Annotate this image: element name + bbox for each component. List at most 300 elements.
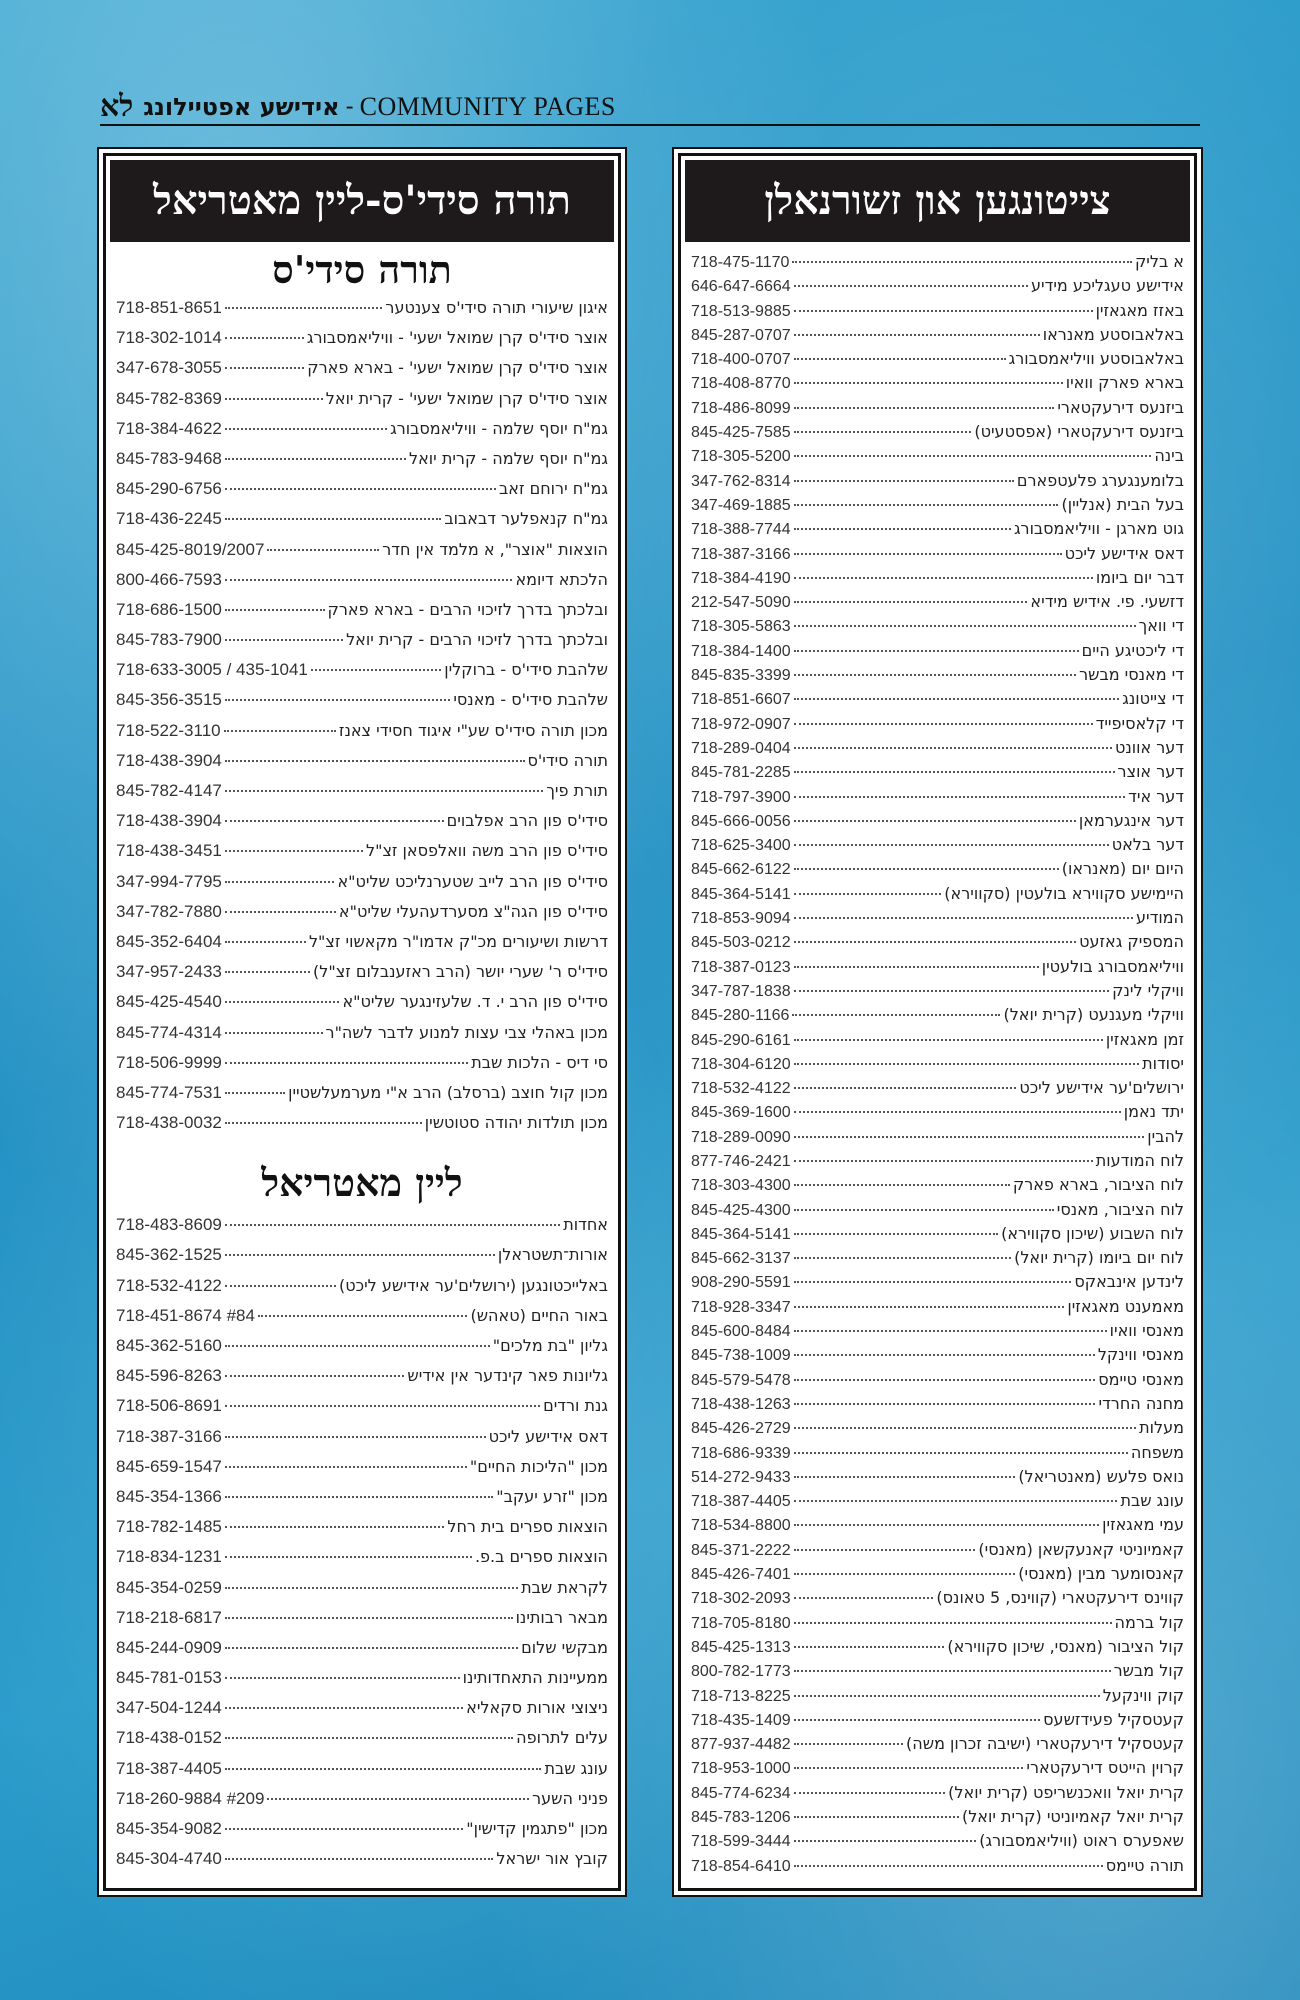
dot-leader [267, 549, 379, 551]
list-item [691, 495, 1184, 519]
entry-phone: 718-686-1500 [116, 599, 222, 619]
entry-name: סידי'ס פון הרב אפלבוים [446, 811, 608, 831]
entry-phone: 845-426-2729 [691, 1420, 791, 1438]
entry-name: הוצאות ספרים ב.פ. [474, 1547, 608, 1567]
entry-phone: 845-503-0212 [691, 934, 791, 952]
entry-name: גמ"ח ירוחם זאב [499, 479, 608, 499]
entry-phone: 718-972-0907 [691, 715, 791, 733]
dot-leader [794, 1063, 1139, 1065]
entry-name: דאס אידישע ליכט [488, 1426, 608, 1446]
entry-phone: 845-362-1525 [116, 1245, 222, 1265]
list-item [691, 616, 1184, 640]
list-item [691, 1321, 1184, 1345]
entry-phone: 718-387-3166 [116, 1426, 222, 1446]
entry-phone: 845-280-1166 [691, 1007, 790, 1025]
dot-leader [225, 1345, 490, 1347]
entry-name: תורת פיך [546, 781, 608, 800]
entry-phone: 514-272-9433 [691, 1468, 791, 1486]
dot-leader [794, 480, 1014, 482]
entry-phone: 718-506-9999 [116, 1052, 222, 1072]
entry-name: עונג שבת [544, 1758, 608, 1778]
entry-phone: 845-290-6161 [691, 1031, 791, 1049]
dot-leader [258, 1315, 468, 1317]
dot-leader [794, 747, 1112, 749]
list-item [116, 419, 608, 449]
entry-name: ניצוצי אורות סקאליא [466, 1698, 608, 1718]
entry-phone: 718-513-9885 [691, 302, 791, 320]
entry-phone: 845-352-6404 [116, 931, 222, 951]
entry-name: לוח יום ביומו (קרית יואל) [1014, 1248, 1184, 1268]
dot-leader [794, 820, 1076, 822]
list-item [116, 1245, 608, 1275]
entry-phone: 718-302-1014 [116, 328, 222, 348]
entry-name: עלים לתרופה [516, 1728, 608, 1748]
list-item [691, 422, 1184, 446]
entry-name: נואס פלעש (מאנטריאל) [1018, 1466, 1184, 1486]
entry-name: הוצאות "אוצר", א מלמד אין חדר [382, 539, 608, 559]
list-item [116, 841, 608, 871]
entry-name: סי דיס - הלכות שבת [471, 1052, 608, 1072]
entry-phone: 718-305-5863 [691, 618, 791, 636]
entry-phone: 908-290-5591 [691, 1274, 791, 1292]
entry-name: מאמענט מאגאזין [1067, 1296, 1184, 1316]
entry-phone: 347-678-3055 [116, 358, 222, 378]
entry-name: קעטסקיל דירעקטארי (ישיבה זכרון משה) [906, 1734, 1184, 1754]
page-header [100, 88, 1200, 126]
list-item [116, 479, 608, 509]
entry-phone: 845-369-1600 [691, 1104, 791, 1122]
list-item [691, 592, 1184, 616]
dot-leader [225, 1032, 323, 1034]
list-item [691, 1637, 1184, 1661]
entry-phone: 845-596-8263 [116, 1366, 222, 1386]
entry-phone: 800-466-7593 [116, 569, 222, 589]
dot-leader [225, 307, 383, 309]
entry-name: דבר יום ביומו [1095, 567, 1184, 587]
list-item [691, 1102, 1184, 1126]
dot-leader [794, 1840, 977, 1842]
list-item [116, 298, 608, 328]
list-item [691, 714, 1184, 738]
list-item [116, 1457, 608, 1487]
list-item [691, 252, 1184, 276]
list-item [116, 690, 608, 720]
list-item [691, 762, 1184, 786]
entry-name: די צייטונג [1122, 689, 1184, 709]
entry-phone: 845-244-0909 [116, 1637, 222, 1657]
entry-name: להבין [1147, 1126, 1184, 1146]
entry-phone: 718-534-8800 [691, 1517, 791, 1535]
entry-name: מאנסי וואיו [1109, 1321, 1184, 1341]
dot-leader [794, 1160, 1093, 1162]
entry-phone: 718-854-6410 [691, 1857, 791, 1875]
list-item [691, 1418, 1184, 1442]
list-item [116, 902, 608, 932]
entry-name: סידי'ס פון הרב לייב שטערנליכט שליט"א [337, 871, 608, 891]
header-separator: - [345, 93, 354, 120]
list-item [116, 1578, 608, 1608]
entry-name: די מאנסי מבשר [1079, 665, 1184, 685]
dot-leader [794, 1767, 1024, 1769]
dot-leader [225, 1405, 540, 1407]
entry-phone: 845-781-0153 [116, 1668, 222, 1688]
dot-leader [794, 1427, 1137, 1429]
entry-name: באור החיים (טאהש) [470, 1305, 608, 1325]
list-item [691, 1345, 1184, 1369]
entry-phone: 347-504-1244 [116, 1698, 222, 1718]
entry-phone: 800-782-1773 [691, 1663, 791, 1681]
dot-leader [794, 941, 1076, 943]
entry-phone: 718-218-6817 [116, 1607, 222, 1627]
list-item [691, 1564, 1184, 1588]
dot-leader [794, 1087, 1017, 1089]
list-item [691, 544, 1184, 568]
entry-phone: 718-486-8099 [691, 399, 791, 417]
entry-name: די וואך [1138, 616, 1184, 636]
entry-name: גוט מארגן - וויליאמסבורג [1013, 519, 1184, 539]
panel-title: תורה סידי'ס-ליין מאטריאל [110, 160, 614, 242]
list-item [116, 1547, 608, 1577]
entry-name: ובלכתך בדרך לזיכוי הרבים - קרית יואל [346, 630, 608, 650]
list-item [691, 446, 1184, 470]
dot-leader [794, 1330, 1107, 1332]
entry-phone: 718-599-3444 [691, 1833, 791, 1851]
list-item [691, 1297, 1184, 1321]
entry-phone: 718-289-0090 [691, 1128, 791, 1146]
list-item [691, 1588, 1184, 1612]
list-item [691, 811, 1184, 835]
entry-phone: 845-290-6756 [116, 479, 222, 499]
dot-leader [225, 1122, 422, 1124]
dot-leader [794, 1597, 934, 1599]
dot-leader [225, 1707, 463, 1709]
entry-name: היום יום (מאנראו) [1061, 859, 1184, 879]
dot-leader [794, 358, 1006, 360]
entry-phone: 845-371-2222 [691, 1541, 791, 1559]
dot-leader [794, 407, 1055, 409]
entry-name: קול הציבור (מאנסי, שיכון סקווירא) [947, 1636, 1184, 1656]
dot-leader [794, 504, 1059, 506]
panel-title: צייטונגען און זשורנאלן [685, 160, 1190, 242]
entry-phone: 845-659-1547 [116, 1456, 222, 1476]
dot-leader [225, 428, 387, 430]
newspapers-list [681, 252, 1194, 1880]
list-item [116, 1759, 608, 1789]
entry-phone: 718-532-4122 [116, 1275, 222, 1295]
entry-name: מכון "זרע יעקב" [496, 1486, 608, 1506]
entry-name: גנת ורדים [543, 1396, 608, 1416]
entry-phone: 718-851-6607 [691, 691, 791, 709]
list-item [116, 1215, 608, 1245]
dot-leader [794, 1865, 1103, 1867]
dot-leader [794, 285, 1028, 287]
entry-name: קרית יואל וואכנשריפט (קרית יואל) [948, 1782, 1184, 1802]
entry-name: באזז מאגאזין [1095, 300, 1184, 320]
list-item [116, 1517, 608, 1547]
section-heading-torah-cds: תורה סידי'ס [272, 247, 452, 292]
list-item [691, 1151, 1184, 1175]
entry-name: דער אינגערמאן [1078, 810, 1184, 830]
entry-phone: 845-579-5478 [691, 1371, 791, 1389]
entry-name: מכון תורה סידי'ס שע"י איגוד חסידי צאנז [338, 720, 608, 740]
newspapers-panel [678, 153, 1197, 1891]
entry-phone: 718-302-2093 [691, 1590, 791, 1608]
list-item [691, 1127, 1184, 1151]
dot-leader [794, 1719, 1041, 1721]
entry-phone: 845-287-0707 [691, 326, 791, 344]
dot-leader [794, 1549, 976, 1551]
entry-name: סידי'ס ר' שערי יושר (הרב ראזענבלום זצ"ל) [313, 962, 608, 982]
entry-phone: 845-783-1206 [691, 1809, 791, 1826]
entry-name: הוצאות ספרים בית רחל [447, 1517, 608, 1537]
dot-leader [794, 334, 1040, 336]
entry-name: הלכתא דיומא [515, 569, 608, 589]
list-item [691, 1807, 1184, 1831]
entry-name: דער אוונט [1114, 737, 1184, 757]
entry-phone: 718-438-3904 [116, 811, 222, 831]
entry-name: מכון קול חוצב (ברסלב) הרב א"י מערמעלשטיין [288, 1082, 608, 1102]
entry-phone: 718-438-1263 [691, 1395, 791, 1413]
entry-name: אוצר סידי'ס קרן שמואל ישעי' - וויליאמסבורג [306, 328, 608, 348]
entry-name: דער בלאט [1111, 835, 1184, 855]
dot-leader [794, 528, 1011, 530]
entry-name: קול מבשר [1113, 1661, 1184, 1681]
entry-phone: 877-937-4482 [691, 1736, 791, 1754]
entry-phone: 845-362-5160 [116, 1336, 222, 1355]
entry-name: באלאבוסטע מאנראו [1042, 324, 1184, 344]
dot-leader [225, 367, 304, 369]
entry-phone: 718-953-1000 [691, 1760, 791, 1778]
entry-phone: 718-408-8770 [691, 375, 791, 393]
list-item [116, 1608, 608, 1638]
entry-name: מכון "הליכות החיים" [469, 1456, 608, 1476]
entry-phone: 718-387-4405 [691, 1493, 791, 1511]
list-item [691, 1394, 1184, 1418]
dot-leader [224, 730, 336, 732]
entry-phone: 845-354-9082 [116, 1819, 222, 1838]
entry-phone: 718-522-3110 [116, 720, 221, 740]
dot-leader [225, 1496, 493, 1498]
list-item [116, 630, 608, 660]
dot-leader [794, 674, 1076, 676]
list-item [691, 787, 1184, 811]
entry-name: יסודות [1142, 1053, 1184, 1073]
list-item [691, 908, 1184, 932]
dot-leader [225, 398, 323, 400]
dot-leader [794, 1622, 1112, 1624]
entry-phone: 718-851-8651 [116, 298, 222, 317]
dot-leader [225, 579, 513, 581]
list-item [691, 1491, 1184, 1515]
dot-leader [225, 458, 406, 460]
entry-phone: 845-354-0259 [116, 1577, 222, 1597]
list-item [691, 689, 1184, 713]
entry-phone: 212-547-5090 [691, 594, 791, 612]
dot-leader [225, 1587, 518, 1589]
entry-name: די קלאסיפייד [1095, 713, 1184, 733]
dot-leader [794, 966, 1039, 968]
dot-leader [225, 911, 336, 913]
entry-name: פניני השער [532, 1788, 608, 1808]
list-item [116, 600, 608, 630]
entry-phone: 845-774-4314 [116, 1022, 222, 1042]
entry-phone: 718-686-9339 [691, 1444, 791, 1462]
entry-phone: 646-647-6664 [691, 278, 791, 296]
section-heading-line-material: ליין מאטריאל [261, 1160, 463, 1206]
entry-phone: 718-400-0707 [691, 351, 791, 369]
dot-leader [225, 1617, 513, 1619]
entry-phone: 718-289-0404 [691, 739, 791, 757]
entry-name: ירושלים'ער אידישע ליכט [1019, 1078, 1184, 1098]
list-item [116, 509, 608, 539]
list-item [116, 1336, 608, 1366]
entry-phone: 845-600-8484 [691, 1323, 791, 1341]
dot-leader [794, 1646, 945, 1648]
entry-phone: 845-354-1366 [116, 1486, 222, 1506]
list-item [116, 1819, 608, 1849]
dot-leader [225, 1768, 542, 1770]
entry-phone: 718-713-8225 [691, 1687, 791, 1705]
entry-phone: 718-475-1170 [691, 254, 790, 271]
dot-leader [794, 1354, 1095, 1356]
list-item [116, 872, 608, 902]
entry-phone: 845-425-4300 [691, 1201, 791, 1219]
dot-leader [794, 917, 1133, 919]
entry-name: מכון "פתגמין קדישין" [466, 1819, 608, 1838]
entry-name: לוח הציבור, מאנסי [1056, 1199, 1184, 1219]
list-item [691, 1248, 1184, 1272]
entry-phone: 718-305-5200 [691, 448, 791, 466]
entry-name: שאפערס ראוט (וויליאמסבורג) [979, 1831, 1184, 1851]
entry-phone: 718-438-0032 [116, 1113, 222, 1133]
dot-leader [794, 698, 1120, 700]
entry-name: קווינס דירעקטארי (קווינס, 5 טאונס) [936, 1588, 1184, 1608]
list-item [116, 1487, 608, 1517]
list-item [691, 1515, 1184, 1539]
entry-phone: 845-304-4740 [116, 1849, 222, 1869]
dot-leader [794, 1379, 1096, 1381]
entry-phone: 718-438-3904 [116, 750, 222, 770]
entry-name: די ליכטיגע היים [1081, 640, 1184, 660]
entry-phone: 845-781-2285 [691, 764, 791, 782]
list-item [691, 1613, 1184, 1637]
dot-leader [225, 760, 525, 762]
entry-name: גמ"ח יוסף שלמה - וויליאמסבורג [390, 418, 608, 438]
entry-name: קרוין הייטס דירעקטארי [1026, 1758, 1184, 1778]
dot-leader [794, 1452, 1128, 1454]
dot-leader [225, 1466, 467, 1468]
entry-name: א בליק [1134, 252, 1184, 271]
list-item [116, 328, 608, 358]
entry-phone: 845-774-6234 [691, 1784, 791, 1802]
dot-leader [225, 1737, 513, 1739]
entry-name: באלייכטונגען (ירושלים'ער אידישע ליכט) [339, 1275, 608, 1295]
entry-phone: 845-662-3137 [691, 1250, 791, 1268]
entry-phone: 347-782-7880 [116, 901, 222, 921]
list-item [691, 1686, 1184, 1710]
entry-phone: 718-435-1409 [691, 1711, 791, 1729]
dot-leader [794, 796, 1125, 798]
dot-leader [794, 1695, 1100, 1697]
entry-name: אחדות [563, 1215, 608, 1235]
entry-phone: 718-384-1400 [691, 642, 791, 660]
dot-leader [794, 1233, 998, 1235]
dot-leader [794, 455, 1152, 457]
entry-phone: 347-762-8314 [691, 472, 791, 490]
entry-phone: 718-928-3347 [691, 1298, 791, 1316]
list-item [691, 1783, 1184, 1807]
dot-leader [794, 1209, 1054, 1211]
dot-leader [794, 1184, 1010, 1186]
entry-phone: 845-426-7401 [691, 1566, 791, 1584]
entry-phone: 845-425-8019/2007 [116, 539, 265, 559]
entry-phone: 845-666-0056 [691, 812, 791, 830]
dot-leader [794, 1524, 1099, 1526]
list-item [691, 1831, 1184, 1855]
section-title-yiddish: אידישע אפטיילונג [143, 93, 340, 121]
entry-name: מעלות [1139, 1418, 1184, 1438]
list-item [691, 519, 1184, 543]
entry-name: לינדען אינבאקס [1074, 1272, 1184, 1292]
dot-leader [794, 844, 1109, 846]
entry-phone: 845-783-7900 [116, 630, 222, 650]
dot-leader [225, 1062, 468, 1064]
dot-leader [225, 1224, 560, 1226]
entry-phone: 845-425-7585 [691, 424, 791, 442]
entry-phone: 718-705-8180 [691, 1614, 791, 1632]
dot-leader [225, 337, 304, 339]
list-item [691, 641, 1184, 665]
line-material-list [106, 1215, 618, 1879]
list-item [691, 1467, 1184, 1491]
list-item [691, 884, 1184, 908]
entry-name: שלהבת סידי'ס - ברוקלין [444, 660, 608, 680]
list-item [116, 449, 608, 479]
list-item [116, 811, 608, 841]
entry-phone: 347-957-2433 [116, 962, 222, 982]
list-item [691, 738, 1184, 762]
entry-name: יתד נאמן [1123, 1102, 1184, 1122]
entry-name: המספיק גאזעט [1079, 932, 1184, 952]
entry-phone: 718-384-4622 [116, 418, 222, 438]
dot-leader [794, 1670, 1111, 1672]
list-item [116, 962, 608, 992]
section-title-english: COMMUNITY PAGES [359, 92, 616, 121]
entry-phone: 845-425-4540 [116, 992, 222, 1012]
dot-leader [225, 639, 343, 641]
dot-leader [794, 1500, 1118, 1502]
entry-name: גמ"ח יוסף שלמה - קרית יואל [409, 448, 608, 468]
entry-phone: 718-387-3166 [691, 545, 791, 563]
entry-phone: 347-469-1885 [691, 496, 791, 514]
list-item [116, 389, 608, 419]
dot-leader [225, 1092, 285, 1094]
list-item [691, 1272, 1184, 1296]
list-item [691, 957, 1184, 981]
entry-phone: 845-662-6122 [691, 861, 791, 879]
entry-name: גמ"ח קנאפלער דבאבוב [444, 509, 608, 529]
entry-name: מבקשי שלום [521, 1637, 608, 1657]
dot-leader [794, 868, 1059, 870]
dot-leader [794, 1816, 959, 1818]
dot-leader [225, 1375, 404, 1377]
list-item [691, 349, 1184, 373]
list-item [691, 325, 1184, 349]
entry-name: ממעיינות התאחדותינו [462, 1668, 608, 1688]
torah-cds-panel [103, 153, 621, 1891]
entry-name: קרית יואל קאמיוניטי (קרית יואל) [961, 1807, 1184, 1826]
dot-leader [225, 1254, 495, 1256]
